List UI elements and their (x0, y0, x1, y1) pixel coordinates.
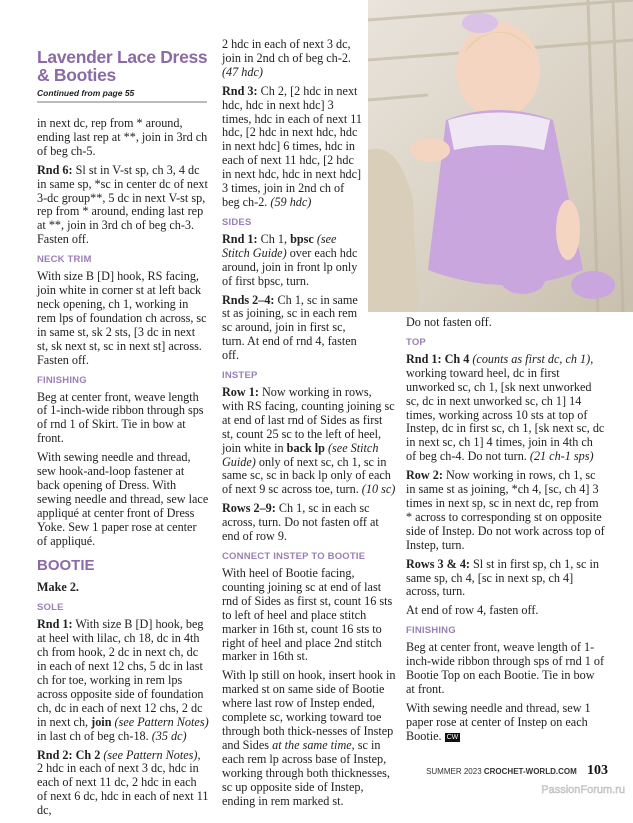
text-run: at the same time (272, 737, 352, 752)
text-run: Rnds 2–4: (222, 292, 275, 307)
text-run: (35 dc) (151, 728, 187, 743)
text-run: Rnd 1: Ch 4 (406, 351, 470, 366)
end-mark-icon: CW (446, 733, 459, 741)
text-run: (see Pattern Notes) (103, 747, 198, 762)
text-run: Rnd 3: (222, 83, 258, 98)
paragraph (37, 117, 209, 159)
text-run: (see Stitch Guide) (222, 440, 379, 469)
page-number: 103 (587, 763, 608, 778)
text-run: Now working in rows, with RS facing, counting joining sc at end of last rnd of Sides as first st, count 25 sc to the left of heel, join white in (222, 385, 395, 455)
section-heading (37, 375, 209, 387)
text-run: (47 hdc) (222, 64, 263, 79)
text-run: With lp still on hook, insert hook in marked st on same side of Bootie where last row of Instep ended, complete sc, working toward toe through both thick-nesses of Instep and Sides (222, 668, 396, 752)
text-run: bpsc (290, 231, 314, 246)
text-run: 2 hdc in each of next 3 dc, join in 2nd ch of beg ch-2. (222, 37, 351, 65)
text-run: With size B [D] hook, beg at heel with lilac, ch 18, dc in 4th ch from hook, 2 dc in next ch, dc in each of next 12 chs, 5 dc in last ch for toe, working in rem lps across opposite side of foundation ch, dc in each of next 12 chs, 2 dc in next ch, (37, 617, 204, 729)
text-column-3 (406, 316, 606, 749)
text-run: Rnd 2: Ch 2 (37, 747, 101, 762)
paragraph (406, 353, 606, 464)
text-run: SIDES (222, 216, 252, 228)
text-run: INSTEP (222, 370, 258, 382)
paragraph (406, 604, 606, 618)
paragraph (406, 558, 606, 600)
text-run: Ch 1, sc in each sc across, turn. Do not fasten off at end of row 9. (222, 501, 379, 544)
paragraph (222, 85, 364, 210)
text-run: Make 2. (37, 580, 79, 595)
paragraph (222, 502, 396, 544)
text-run: FINISHING (37, 374, 87, 386)
paragraph (222, 294, 364, 364)
paragraph (222, 669, 396, 808)
text-run: (21 ch-1 sps) (529, 449, 594, 464)
text-column-2 (222, 38, 396, 813)
text-run: (59 hdc) (270, 194, 312, 209)
paragraph (406, 702, 606, 744)
section-heading (222, 217, 364, 229)
text-run: SOLE (37, 602, 64, 614)
text-run: With sewing needle and thread, sew hook-and-loop fastener at back opening of Dress. With sewing needle and thread, sew lace appliqué at center front of Dress Yoke. Sew 1 paper rose at center of appliqué. (37, 450, 209, 548)
text-run: TOP (406, 336, 426, 348)
section-heading (222, 551, 396, 563)
section-heading (37, 254, 209, 266)
paragraph (222, 386, 396, 497)
text-run: (see Stitch Guide) (222, 231, 337, 260)
text-run: , 2 hdc in each of next 3 dc, hdc in each of next 11 dc, 2 hdc in each of next 6 dc, hdc in each of next 11 dc, (37, 747, 209, 818)
text-run: in last ch of beg ch-18. (37, 728, 152, 743)
text-run: Row 1: (222, 385, 259, 400)
paragraph (37, 164, 209, 247)
text-run: Beg at center front, weave length of 1-inch-wide ribbon through sps of rnd 1 of Skirt. Tie in bow at front. (37, 389, 204, 446)
text-run: (10 sc) (361, 482, 396, 497)
text-run: only of next sc, ch 1, sc in same sc, sc in back lp only of each of next 9 sc across toe, turn. (222, 454, 391, 497)
text-run: CONNECT INSTEP TO BOOTIE (222, 551, 366, 562)
photo-baby-in-dress (368, 0, 633, 312)
text-run: With sewing needle and thread, sew 1 paper rose at center of Instep on each Bootie. (406, 700, 591, 743)
text-run: Row 2: (406, 468, 443, 483)
text-run: Rows 3 & 4: (406, 556, 470, 571)
text-run: Do not fasten off. (406, 315, 492, 329)
text-run: NECK TRIM (37, 254, 92, 266)
article-title: Lavender Lace Dress & Booties (37, 47, 208, 85)
text-run: Rnd 6: (37, 162, 73, 177)
text-run: Ch 1, sc in same st as joining, sc in each rem sc around, join in first sc, turn. At end of rnd 4, fasten off. (222, 292, 358, 363)
text-run: Sl st in first sp, ch 1, sc in same sp, ch 4, [sc in next sp, ch 4] across, turn. (406, 556, 599, 599)
text-run: over each hdc around, join in front lp only of first bpsc, turn. (222, 245, 358, 288)
paragraph (222, 233, 364, 289)
text-run: (counts as first dc, ch 1) (472, 351, 591, 366)
text-run: back lp (286, 440, 325, 455)
text-run: With size B [D] hook, RS facing, join white in corner st at left back neck opening, ch 1, working in rem lps of foundation ch across, sc in same st, sk 2 sts, [3 dc in next st, sk next st, sc in next st] across. Fasten off. (37, 269, 207, 367)
text-run: Beg at center front, weave length of 1-inch-wide ribbon through sps of rnd 1 of Bootie Top on each Bootie. Tie in bow at front. (406, 640, 605, 696)
text-run: Rnd 1: (37, 617, 73, 632)
text-run: Rows 2–9: (222, 501, 276, 516)
issue-label: SUMMER 2023 (426, 767, 482, 776)
text-run: FINISHING (406, 625, 456, 637)
paragraph (37, 749, 209, 819)
paragraph (406, 316, 606, 330)
text-run: in next dc, rep from * around, ending last rep at **, join in 3rd ch of beg ch-5. (37, 116, 208, 158)
text-run: With heel of Bootie facing, counting joining sc at end of last rnd of Sides as first st, count 16 sts to left of heel and place stitch marker in 16th st, count 16 sts to right of heel and place 2nd stitch marker in 16th st. (222, 566, 393, 664)
text-run: (see Pattern Notes) (114, 714, 209, 729)
text-run: Sl st in V-st sp, ch 3, 4 dc in same sp, *sc in center dc of next 3-dc group**, 5 dc in next V-st sp, rep from * around, ending last rep at **, join in 3rd ch of beg ch-3. Fasten off. (37, 162, 208, 247)
text-run: join (91, 714, 112, 729)
paragraph (37, 451, 209, 548)
section-heading (406, 625, 606, 637)
text-run: Now working in rows, ch 1, sc in same st as joining, *ch 4, [sc, ch 4] 3 times in next sp, sc in next dc, rep from * across to corresponding st on opposite side of Instep. Do not work across top of Instep, turn. (406, 468, 605, 552)
photo-illustration (368, 0, 633, 312)
paragraph (37, 270, 209, 367)
section-heading (37, 602, 209, 614)
page-footer (426, 763, 608, 780)
text-run: At end of row 4, fasten off. (406, 603, 539, 618)
paragraph (37, 391, 209, 447)
paragraph (37, 618, 209, 743)
paragraph (37, 581, 209, 595)
paragraph (222, 567, 396, 664)
paragraph (406, 469, 606, 552)
paragraph (406, 641, 606, 697)
text-run: Ch 2, [2 hdc in next hdc, hdc in next hdc] 3 times, hdc in each of next 11 hdc, [2 hdc in next hdc, hdc in next hdc] 6 times, hdc in each of next 11 hdc, [2 hdc in next hdc, hdc in next hdc] 3 times, join in 2nd ch of beg ch-2. (222, 83, 363, 209)
section-heading (406, 337, 606, 349)
text-run: BOOTIE (37, 557, 95, 575)
paragraph (222, 38, 364, 80)
text-column-1 (37, 117, 209, 823)
text-run: , working toward heel, dc in first unworked sc, ch 1, [sk next unworked sc, dc in next unworked sc, ch 1] 14 times, working across 10 sts at top of Instep, dc in first sc, ch 1, [sk next sc, dc in next sc, ch 1] 4 times, join in 4th ch of beg ch-4. Do not turn. (406, 351, 605, 464)
text-run: Rnd 1: (222, 231, 258, 246)
continued-note: Continued from page 55 (37, 88, 135, 98)
website-link[interactable]: CROCHET-WORLD.COM (483, 767, 577, 776)
title-divider (37, 101, 207, 103)
watermark: PassionForum.ru (541, 784, 625, 796)
text-run: , sc in each rem lp across base of Instep, working through both thicknesses, sc up opposite side of Instep, ending in rem marked st. (222, 737, 390, 808)
section-heading (222, 370, 396, 382)
text-run: Ch 1, (257, 231, 291, 246)
section-heading (37, 557, 209, 574)
